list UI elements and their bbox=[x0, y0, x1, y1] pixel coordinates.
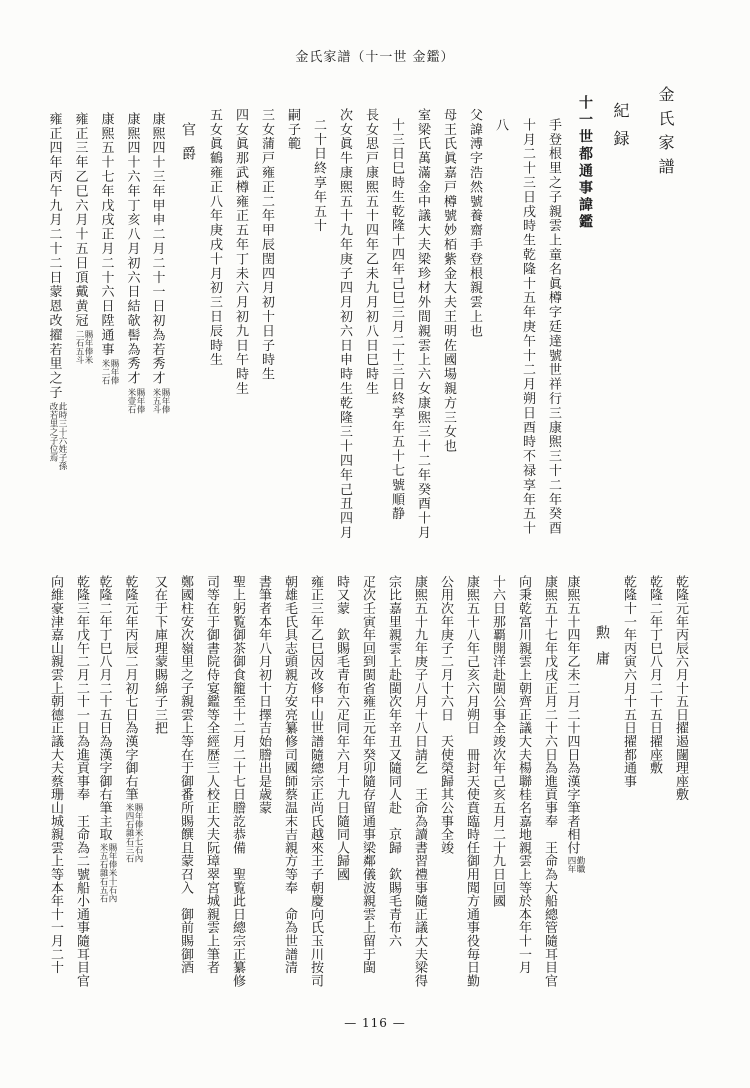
merit-entry: 疋次壬寅年回到閩省雍正元年癸卯隨存留通事梁鄰儀波親雲上留于閩 bbox=[360, 575, 375, 974]
merit-entry: 又在于下庫理蒙賜綿子三把 bbox=[152, 575, 167, 735]
rank-entry bbox=[98, 112, 119, 385]
merit-entry: 時又蒙 欽賜毛青布六疋同年六月十九日隨同人歸國 bbox=[334, 575, 349, 881]
rank-entry bbox=[124, 112, 145, 414]
merit-entry: 康煕五十八年己亥六月朔日 冊封天使賁臨時任御用聞方通事役毎日勤 bbox=[464, 575, 479, 988]
merit-entry: 聖上躬覧御茶御食籠至十二月二十七日謄訖恭備 聖覧此日總宗正纂修 bbox=[230, 575, 245, 988]
biography-line: 二十日終享年五十 bbox=[311, 118, 326, 234]
biography-line: 母王氏眞嘉戸樽號妙栢紫金大夫王明佐國場親方三女也 bbox=[441, 108, 456, 454]
merit-entry-text: 乾隆二年丁巳八月二十五日為漢字御右筆主取 bbox=[96, 575, 112, 841]
rank-section-heading: 官爵 bbox=[180, 122, 196, 170]
biography-line: 父諱溥字浩然號養齋手登根親雲上也 bbox=[467, 108, 482, 339]
rank-entry: 乾隆元年丙辰六月十五日擢遏闥理座敷 bbox=[673, 575, 688, 802]
rank-entry-text: 雍正三年乙巳六月十五日頂戴黄冠 bbox=[72, 112, 88, 328]
merit-entry: 康煕五十九年庚子八月十八日請乞 王命為讀書習禮事隨正議大夫梁得 bbox=[412, 575, 427, 988]
merit-entry bbox=[564, 575, 585, 874]
stipend-note: 賜年俸米五斗 bbox=[151, 387, 170, 414]
rank-entry: 乾隆二年丁巳八月二十五日擢座敷 bbox=[647, 575, 662, 775]
merit-entry: 司等在于御書院侍宴鑑等全經歴三人校正大夫阮璋翠宮城親雲上筆者 bbox=[204, 575, 219, 974]
biography-line: 十三日巳時生乾隆十四年己巳三月二十三日終享年五十七號順静 bbox=[389, 118, 404, 522]
merit-entry: 宗比嘉里親雲上赴閩次年辛丑又隨同人赴 京歸 欽賜毛青布六 bbox=[386, 575, 401, 948]
merit-note: 勤職四年 bbox=[566, 856, 585, 874]
section-title: 紀録 bbox=[611, 102, 630, 158]
merit-entry: 向維豪津嘉山親雲上朝德正議大夫蔡珊山城親雲上等本年十一月二十 bbox=[48, 575, 63, 974]
merit-entry bbox=[96, 575, 117, 903]
biography-line: 三女蒲戸雍正二年甲辰閏四月初十日子時生 bbox=[259, 108, 274, 382]
merit-entry: 書筆者本年八月初十日擇吉始謄出是歳蒙 bbox=[256, 575, 271, 815]
rank-entry bbox=[149, 112, 170, 414]
book-title: 金氏家譜 bbox=[656, 86, 675, 182]
person-heading: 十一世都通事諱鑑 bbox=[577, 95, 593, 231]
page-number: — 116 — bbox=[344, 1016, 406, 1030]
biography-line: 長女思戸康煕五十四年乙未九月初八日巳時生 bbox=[363, 108, 378, 396]
biography-line: 五女眞鶴雍正八年庚戌十月初三日辰時生 bbox=[207, 108, 222, 368]
rank-note: 此時三十六姓子孫改若里之子位焉 bbox=[48, 402, 67, 470]
rank-entry bbox=[72, 112, 93, 365]
biography-line: 嗣子範 bbox=[285, 108, 300, 152]
rank-entry-text: 康煕四十三年甲申二月二十一日初為若秀才 bbox=[149, 112, 165, 386]
stipend-note: 賜年俸米七石內米四石雜石三石 bbox=[124, 803, 143, 863]
merit-entry: 向秉乾富川親雲上朝齊正議大夫楊聯桂名嘉地親雲上等於本年十一月 bbox=[516, 575, 531, 974]
merit-entry: 十六日那覇開洋赴閩公事全竣次年己亥五月二十九日回國 bbox=[490, 575, 505, 908]
biography-line: 次女眞牛康煕五十九年庚子四月初六日申時生乾隆三十四年己丑四月 bbox=[337, 108, 352, 540]
merit-entry-text: 康煕五十四年乙未二月二十四日為漢字筆者相付 bbox=[564, 575, 580, 855]
rank-entry-text: 康煕五十七年戊戌正月二十六日陞通事 bbox=[98, 112, 114, 357]
merit-entry: 乾隆三年戊午二月二十一日為進貢事奉 王命為二號船小通事隨耳目官 bbox=[74, 575, 89, 988]
rank-entry bbox=[46, 112, 67, 471]
merit-entry: 公用次年庚子二月十六日 天使榮歸其公事全竣 bbox=[438, 575, 453, 855]
merit-entry: 康煕五十七年戊戌正月二十六日為進貢事奉 王命為大船總管隨耳目官 bbox=[542, 575, 557, 988]
biography-line: 八 bbox=[493, 118, 508, 133]
merit-entry: 朝雄毛氏具志頭親方安亮纂修司國師蔡温末吉親方等奉 命為世譜清 bbox=[282, 575, 297, 974]
biography-line: 室梁氏萬滿金中議大夫梁珍材外間親雲上六女康煕三十二年癸酉十月 bbox=[415, 108, 430, 540]
biography-line: 十月二十三日戌時生乾隆十五年庚午十二月朔日酉時不禄享年五十 bbox=[520, 118, 535, 536]
rank-entry-text: 康煕四十六年丁亥八月初六日結欹髻為秀才 bbox=[124, 112, 140, 386]
rank-entry-text: 雍正四年丙午九月二十二日蒙恩改擢若里之子 bbox=[46, 112, 62, 400]
biography-line: 四女眞那武樽雍正五年丁未六月初九日午時生 bbox=[233, 108, 248, 396]
merit-entry: 雍正三年乙巳因改修中山世譜隨總宗正尚氏越來王子朝慶向氏玉川按司 bbox=[308, 575, 323, 988]
merit-entry-text: 乾隆元年丙辰二月初七日為漢字御右筆 bbox=[122, 575, 138, 802]
rank-entry: 乾隆十一年丙寅六月十五日擢都通事 bbox=[621, 575, 636, 788]
stipend-note: 賜年俸米二石 bbox=[100, 358, 119, 385]
stipend-note: 賜年俸米壹石 bbox=[126, 387, 145, 414]
merit-entry bbox=[122, 575, 143, 863]
merit-entry: 鄭國柱安次嶺里之子親雲上等在于御番所賜饌且蒙召入 御前賜御酒 bbox=[178, 575, 193, 974]
merit-section-heading: 勲庸 bbox=[594, 625, 610, 677]
stipend-note: 賜年俸米十石內米五石雜石五石 bbox=[98, 843, 117, 903]
biography-line: 手登根里之子親雲上童名眞樽字廷達號世祥行三康煕三十二年癸酉 bbox=[546, 118, 561, 536]
running-head: 金氏家譜（十一世 金鑑） bbox=[295, 50, 455, 65]
stipend-note: 賜年俸米二石五斗 bbox=[74, 330, 93, 364]
